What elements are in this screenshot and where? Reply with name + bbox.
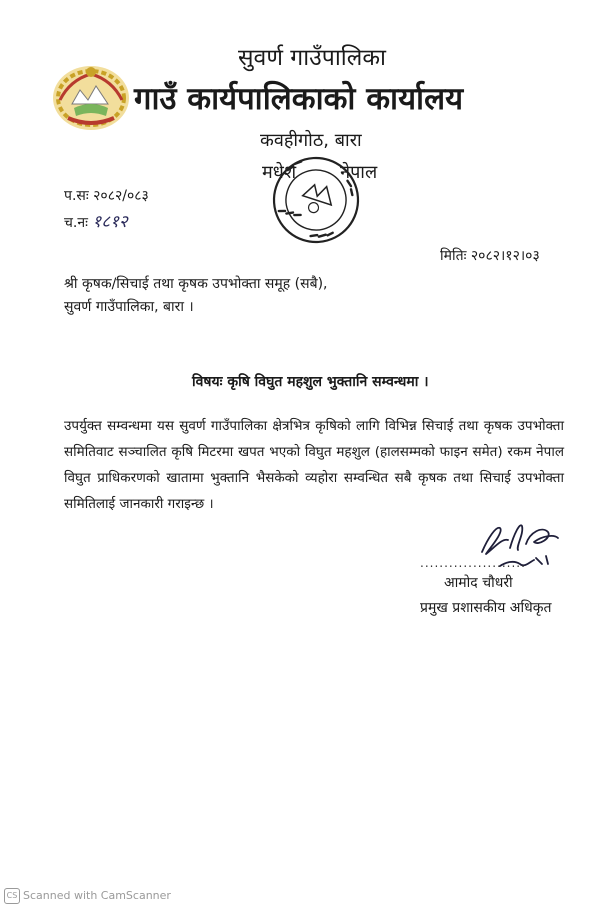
dispatch-value-handwritten: १८१२ — [92, 212, 128, 232]
signatory-title: प्रमुख प्रशासकीय अधिकृत — [420, 600, 552, 616]
dispatch-number — [64, 209, 128, 232]
scanner-watermark — [4, 888, 171, 904]
dispatch-label: च.नः — [64, 215, 88, 231]
office-title: गाउँ कार्यपालिकाको कार्यालय — [134, 81, 464, 117]
addressee-line-1: श्री कृषक/सिचाई तथा कृषक उपभोक्ता समूह (सबै), — [64, 276, 328, 292]
addressee-line-2: सुवर्ण गाउँपालिका, बारा । — [64, 299, 194, 315]
office-location: कवहीगोठ, बारा — [260, 130, 362, 151]
camscanner-icon: CS — [4, 888, 20, 904]
reference-number: प.सः २०८२/०८३ — [64, 188, 149, 204]
letter-subject: विषयः कृषि विघुत महशुल भुक्तानि सम्वन्धमा । — [192, 374, 429, 390]
province-name: मधेश — [262, 162, 297, 183]
signatory-name: आमोद चौधरी — [444, 575, 513, 591]
letter-body: उपर्युक्त सम्वन्धमा यस सुवर्ण गाउँपालिका क्षेत्रभित्र कृषिको लागि विभिन्न सिचाई तथा कृषक उपभोक्ता समितिवाट सञ्चालित कृषि मिटरमा खपत भएको विघुत महशुल (हालसम्मको फाइन समेत) रकम नेपाल विघुत प्राधिकरणको खातामा भुक्तानि भैसकेको व्यहोरा सम्वन्धित सबै कृषक तथा सिचाई उपभोक्ता समितिलाई जानकारी गराइन्छ । — [64, 418, 564, 512]
country-name: नेपाल — [340, 162, 378, 183]
municipality-name: सुवर्ण गाउँपालिका — [238, 45, 386, 71]
signature-line: ...................... — [420, 556, 526, 570]
letter-date: मितिः २०८२।१२।०३ — [440, 248, 540, 264]
nepal-emblem-icon — [50, 60, 132, 132]
scanner-text: Scanned with CamScanner — [23, 889, 171, 902]
official-stamp-icon — [262, 150, 370, 250]
